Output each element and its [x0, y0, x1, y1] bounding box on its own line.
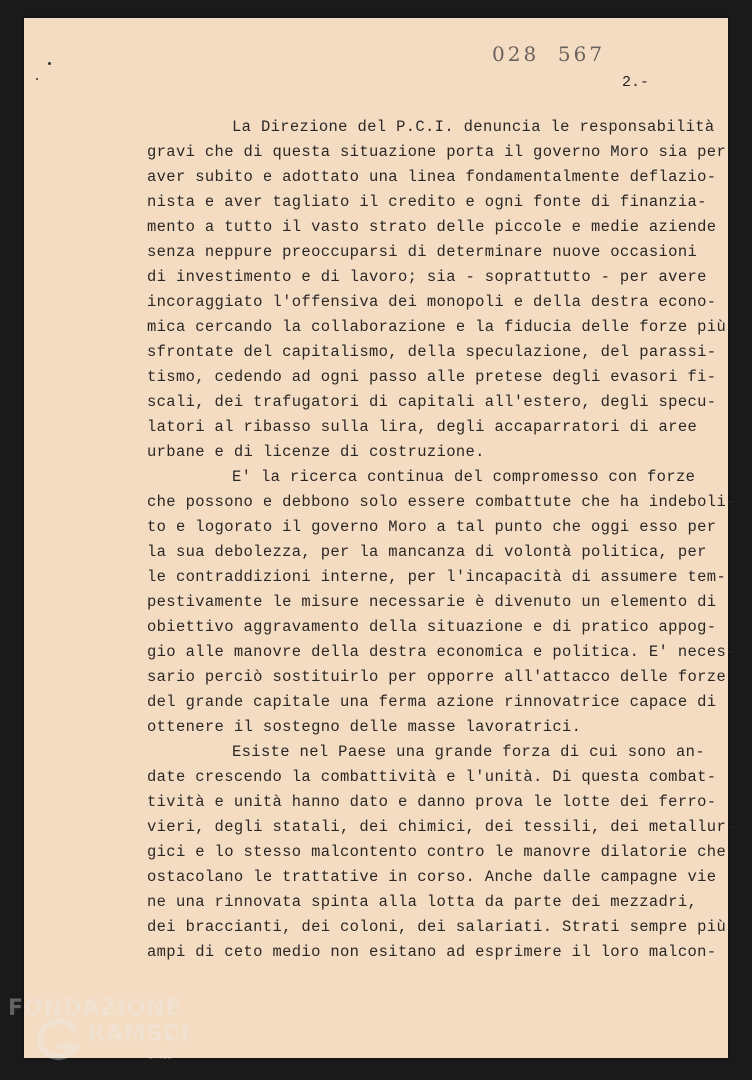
text-line: aver subito e adottato una linea fondamentalmente deflazio- [147, 168, 717, 186]
text-line: urbane e di licenze di costruzione. [147, 443, 485, 461]
watermark-line-3: onlus [148, 1052, 173, 1062]
text-line: vieri, degli statali, dei chimici, dei tessili, dei metallur- [147, 818, 736, 836]
text-line: di investimento e di lavoro; sia - soprattutto - per avere [147, 268, 707, 286]
text-line: obiettivo aggravamento della situazione e di pratico appog- [147, 618, 717, 636]
text-line: mica cercando la collaborazione e la fiducia delle forze più [147, 318, 727, 336]
text-line: che possono e debbono solo essere combattute che ha indeboli- [147, 493, 736, 511]
watermark-line-1: FONDAZIONE [8, 996, 182, 1021]
text-line: tismo, cedendo ad ogni passo alle pretese degli evasori fi- [147, 368, 717, 386]
text-line: del grande capitale una ferma azione rinnovatrice capace di [147, 693, 717, 711]
text-line: gravi che di questa situazione porta il governo Moro sia per [147, 143, 727, 161]
text-line: date crescendo la combattività e l'unità. Di questa combat- [147, 768, 717, 786]
text-line: senza neppure preoccuparsi di determinare nuove occasioni [147, 243, 698, 261]
text-line: ne una rinnovata spinta alla lotta da parte dei mezzadri, [147, 893, 698, 911]
text-line: ampi di ceto medio non esitano ad esprimere il loro malcon- [147, 943, 717, 961]
archive-stamp-number: 028 567 [492, 42, 606, 66]
text-line: le contraddizioni interne, per l'incapacità di assumere tem- [147, 568, 727, 586]
text-line: incoraggiato l'offensiva dei monopoli e della destra econo- [147, 293, 717, 311]
text-line: scali, dei trafugatori di capitali all'estero, degli specu- [147, 393, 717, 411]
paper-speck [48, 62, 51, 65]
document-page [24, 18, 736, 1058]
text-line: mento a tutto il vasto strato delle piccole e medie aziende [147, 218, 717, 236]
page-number: 2.- [622, 74, 650, 91]
text-line: tività e unità hanno dato e danno prova le lotte dei ferro- [147, 793, 717, 811]
text-line: dei braccianti, dei coloni, dei salariati. Strati sempre più [147, 918, 727, 936]
text-line: to e logorato il governo Moro a tal punto che oggi esso per [147, 518, 717, 536]
text-line: La Direzione del P.C.I. denuncia le responsabilità [232, 118, 715, 136]
text-line: pestivamente le misure necessarie è divenuto un elemento di [147, 593, 717, 611]
paper-speck [36, 78, 38, 80]
text-line: Esiste nel Paese una grande forza di cui sono an- [232, 743, 705, 761]
watermark-line-2: RAMSCI [88, 1022, 191, 1047]
gramsci-g-logo-icon [34, 1018, 80, 1064]
text-line: gici e lo stesso malcontento contro le manovre dilatorie che [147, 843, 727, 861]
text-line: E' la ricerca continua del compromesso con forze [232, 468, 696, 486]
text-line: nista e aver tagliato il credito e ogni fonte di finanzia- [147, 193, 707, 211]
fondazione-gramsci-watermark [8, 996, 208, 1076]
text-line: ottenere il sostegno delle masse lavoratrici. [147, 718, 582, 736]
text-line: ostacolano le trattative in corso. Anche dalle campagne vie [147, 868, 717, 886]
text-line: sfrontate del capitalismo, della speculazione, del parassi- [147, 343, 717, 361]
text-line: la sua debolezza, per la mancanza di volontà politica, per [147, 543, 707, 561]
text-line: gio alle manovre della destra economica e politica. E' neces- [147, 643, 736, 661]
text-line: sario perciò sostituirlo per opporre all'attacco delle forze [147, 668, 727, 686]
text-line: latori al ribasso sulla lira, degli accaparratori di aree [147, 418, 698, 436]
